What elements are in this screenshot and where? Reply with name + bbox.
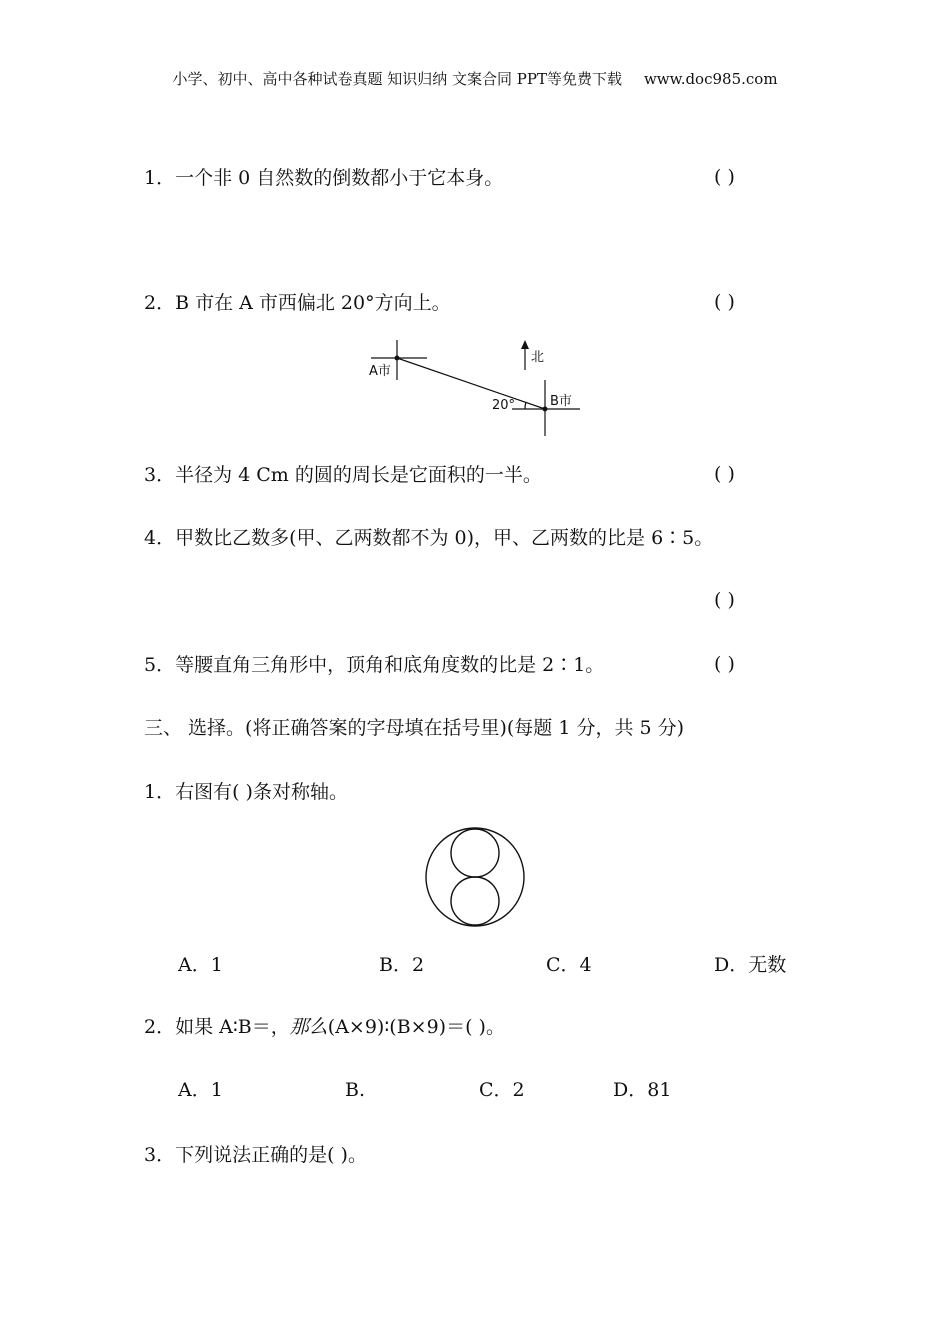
judge-item-2: 2．B 市在 A 市西偏北 20°方向上。	[144, 292, 451, 314]
judge-item-2-answer-paren[interactable]: ( )	[714, 291, 735, 313]
judge-item-1-answer-paren[interactable]: ( )	[714, 166, 735, 188]
choice-q1-option-d[interactable]: D．无数	[714, 954, 787, 976]
north-arrow-icon	[521, 340, 529, 349]
page-header	[0, 68, 950, 89]
judge-item-3-answer-paren[interactable]: ( )	[714, 463, 735, 485]
choice-q2-prefix: 2．如果 A∶B＝，	[144, 1016, 290, 1038]
choice-q1-text: 1．右图有( )条对称轴。	[144, 781, 348, 803]
direction-map-figure	[360, 338, 600, 438]
judge-item-1: 1．一个非 0 自然数的倒数都小于它本身。	[144, 167, 504, 189]
choice-q2-option-a[interactable]: A．1	[178, 1079, 223, 1101]
choice-q3-text: 3．下列说法正确的是( )。	[144, 1144, 367, 1166]
label-b-city: B市	[550, 394, 572, 409]
header-promo-text: 小学、初中、高中各种试卷真题 知识归纳 文案合同 PPT等免费下载	[172, 70, 622, 88]
judge-item-4-answer-paren[interactable]: ( )	[714, 589, 735, 611]
a-to-b-line	[397, 358, 545, 409]
choice-q1-option-a[interactable]: A．1	[178, 954, 223, 976]
b-point	[543, 407, 548, 412]
header-site-url[interactable]: www.doc985.com	[643, 70, 778, 88]
choice-q2-italic: 那么	[289, 1016, 328, 1038]
section-choice-heading: 三、 选择。(将正确答案的字母填在括号里)(每题 1 分，共 5 分)	[144, 717, 685, 739]
label-angle: 20°	[492, 398, 516, 413]
judge-item-5-answer-paren[interactable]: ( )	[714, 653, 735, 675]
choice-q1-option-c[interactable]: C．4	[546, 954, 592, 976]
inner-bottom-circle	[451, 877, 499, 925]
label-north: 北	[531, 350, 545, 365]
judge-item-5: 5．等腰直角三角形中，顶角和底角度数的比是 2∶1。	[144, 654, 605, 676]
choice-q2-option-d[interactable]: D．81	[613, 1079, 672, 1101]
choice-q2-suffix: (A×9)∶(B×9)＝( )。	[327, 1016, 505, 1038]
judge-item-4: 4．甲数比乙数多(甲、乙两数都不为 0)，甲、乙两数的比是 6∶5。	[144, 527, 714, 549]
symmetry-circles-figure	[424, 826, 526, 928]
inner-top-circle	[451, 829, 499, 877]
angle-arc	[525, 402, 526, 409]
choice-q2-text	[144, 1015, 505, 1039]
choice-q2-option-c[interactable]: C．2	[479, 1079, 525, 1101]
choice-q2-option-b[interactable]: B.	[345, 1079, 366, 1101]
judge-item-3: 3．半径为 4 Cm 的圆的周长是它面积的一半。	[144, 464, 542, 486]
label-a-city: A市	[369, 364, 391, 379]
choice-q1-option-b[interactable]: B．2	[379, 954, 425, 976]
a-point	[395, 356, 400, 361]
